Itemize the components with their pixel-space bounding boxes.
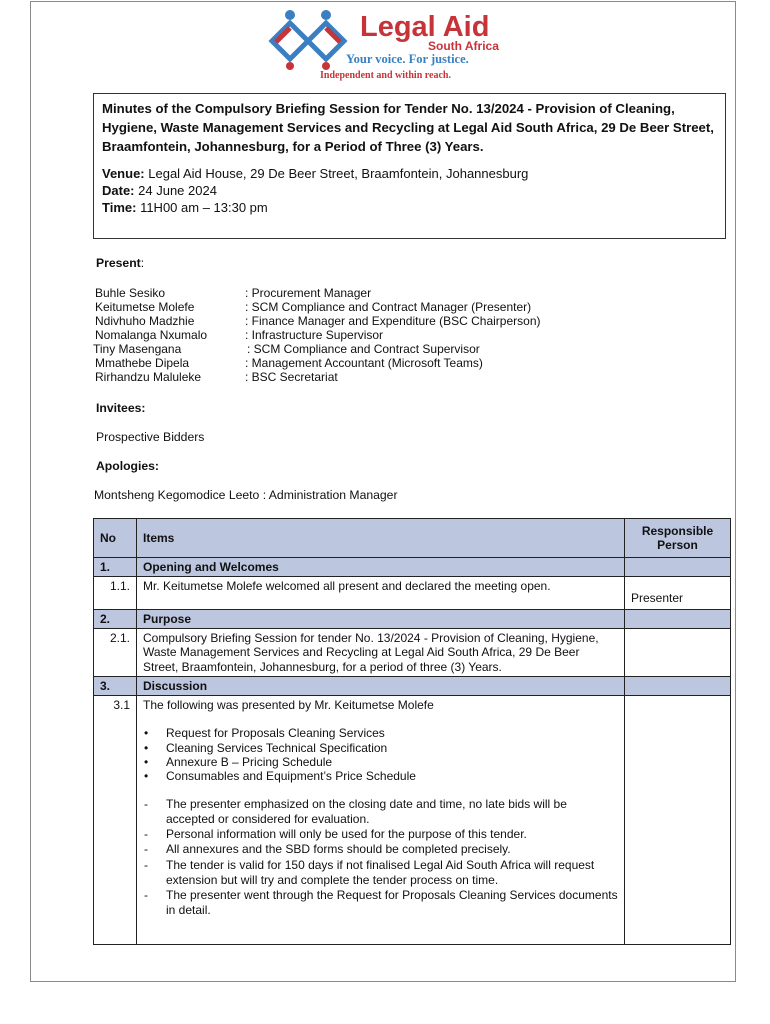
list-item-text: Personal information will only be used for the purpose of this tender. [166, 827, 527, 842]
logo-brand: Legal Aid [360, 11, 490, 43]
member-role: : SCM Compliance and Contract Manager (Presenter) [245, 300, 532, 314]
member-role: : Management Accountant (Microsoft Teams) [245, 356, 483, 370]
list-item-text: Request for Proposals Cleaning Services [166, 726, 385, 741]
time-line [102, 199, 717, 216]
list-item-text: The presenter emphasized on the closing date and time, no late bids will be accepted or considered for evaluation. [166, 796, 567, 827]
list-item [143, 726, 618, 740]
list-item-text: All annexures and the SBD forms should be completed precisely. [166, 842, 511, 857]
apologies-value: Montsheng Kegomodice Leeto : Administration Manager [94, 488, 398, 502]
legal-aid-logo [268, 6, 548, 84]
section-number: 1. [94, 558, 137, 577]
table-row [94, 696, 731, 945]
minutes-heading: Minutes of the Compulsory Briefing Session for Tender No. 13/2024 - Provision of Cleaning, Hygiene, Waste Management Services and Recycling at Legal Aid South Africa, 29 De Beer Street, Braamfontein, Johannesburg, for a Period of Three (3) Years. [102, 101, 714, 154]
apologies-heading [96, 459, 159, 473]
member-name: Nomalanga Nxumalo [95, 328, 208, 342]
section-resp [625, 677, 731, 696]
present-colon: : [140, 256, 145, 270]
invitees-heading [96, 401, 145, 415]
dash-mark: - [144, 888, 148, 903]
logo-graphic [268, 6, 548, 84]
list-item [143, 755, 618, 769]
list-item [143, 827, 618, 842]
list-item-text: Cleaning Services Technical Specification [166, 740, 388, 755]
header-no: No [94, 519, 137, 558]
item-responsible [625, 629, 731, 677]
table-row [94, 577, 731, 610]
section-resp [625, 610, 731, 629]
member-name: Mmathebe Dipela [95, 356, 190, 370]
time-value: 11H00 am – 13:30 pm [140, 200, 268, 215]
time-label: Time: [102, 200, 137, 215]
logo-dot-red-2 [322, 62, 330, 70]
section-title: Purpose [137, 610, 625, 629]
dash-mark: - [144, 857, 148, 872]
section-resp [625, 558, 731, 577]
dash-mark: - [144, 827, 148, 842]
bullet-mark: • [144, 755, 149, 770]
member-role: : Infrastructure Supervisor [245, 328, 384, 342]
item-number: 3.1 [94, 696, 137, 945]
item-number: 2.1. [94, 629, 137, 677]
header-resp-line1: Responsible [641, 524, 714, 538]
logo-dot-red-1 [286, 62, 294, 70]
member-role: : BSC Secretariat [245, 370, 338, 384]
section-number: 3. [94, 677, 137, 696]
list-item [143, 769, 618, 783]
section-title: Discussion [137, 677, 625, 696]
logo-subbrand: South Africa [428, 39, 499, 53]
logo-slogan: Your voice. For justice. [346, 52, 469, 66]
section-row [94, 558, 731, 577]
bullet-mark: • [144, 769, 149, 784]
header-resp-line2: Person [657, 538, 698, 552]
member-role: : SCM Compliance and Contract Supervisor [247, 342, 480, 356]
header-responsible-person [625, 519, 731, 558]
member-name: Keitumetse Molefe [95, 300, 195, 314]
list-item [143, 741, 618, 755]
list-item-text: Annexure B – Pricing Schedule [166, 755, 333, 770]
present-heading [96, 256, 144, 270]
item-responsible: Presenter [625, 577, 731, 610]
present-label: Present [96, 256, 141, 270]
list-item-text: The tender is valid for 150 days if not finalised Legal Aid South Africa will request extension but will try and complete the tender process on time. [166, 857, 595, 887]
invitees-value: Prospective Bidders [96, 430, 205, 444]
item-text: Mr. Keitumetse Molefe welcomed all present and declared the meeting open. [137, 577, 625, 610]
member-name: Rirhandzu Maluleke [95, 370, 202, 384]
item-number: 1.1. [94, 577, 137, 610]
title-box [93, 93, 726, 239]
spacer [143, 784, 618, 797]
spacer [143, 712, 618, 726]
date-label: Date: [102, 183, 135, 198]
document-list [143, 726, 618, 784]
venue-line [102, 165, 717, 182]
logo-figure-head-blue-2 [321, 10, 331, 20]
bullet-mark: • [144, 726, 149, 741]
invitees-label: Invitees: [96, 401, 146, 415]
list-item [143, 842, 618, 857]
minutes-table [93, 518, 731, 945]
notes-list [143, 797, 618, 919]
logo-figure-head-blue [285, 10, 295, 20]
section-title: Opening and Welcomes [137, 558, 625, 577]
item-intro: The following was presented by Mr. Keitumetse Molefe [143, 698, 434, 713]
section-row [94, 610, 731, 629]
bullet-mark: • [144, 740, 149, 755]
apologies-label: Apologies: [96, 459, 159, 473]
item-content [137, 696, 625, 945]
member-role: : Procurement Manager [245, 286, 372, 300]
list-item [143, 888, 618, 918]
table-row [94, 629, 731, 677]
list-item [143, 797, 618, 827]
table-header-row [94, 519, 731, 558]
list-item [143, 858, 618, 888]
logo-tagline: Independent and within reach. [320, 70, 451, 81]
item-responsible [625, 696, 731, 945]
date-value: 24 June 2024 [138, 183, 217, 198]
member-name: Tiny Masengana [93, 342, 182, 356]
item-text: Compulsory Briefing Session for tender No. 13/2024 - Provision of Cleaning, Hygiene, Waste Management Services and Recycling at Legal Aid South Africa, 29 De Beer Street, Braamfontein, Johannesburg, for a period of three (3) Years. [137, 629, 625, 677]
section-number: 2. [94, 610, 137, 629]
section-row [94, 677, 731, 696]
list-item-text: Consumables and Equipment’s Price Schedule [166, 769, 416, 784]
member-name: Ndivhuho Madzhie [95, 314, 195, 328]
header-items: Items [137, 519, 625, 558]
list-item-text: The presenter went through the Request for Proposals Cleaning Services documents in detail. [166, 888, 618, 918]
member-name: Buhle Sesiko [95, 286, 166, 300]
dash-mark: - [144, 842, 148, 857]
dash-mark: - [144, 796, 148, 811]
date-line [102, 182, 717, 199]
member-role: : Finance Manager and Expenditure (BSC Chairperson) [245, 314, 541, 328]
venue-label: Venue: [102, 166, 145, 181]
meeting-details [102, 165, 717, 216]
venue-value: Legal Aid House, 29 De Beer Street, Braamfontein, Johannesburg [148, 166, 529, 181]
